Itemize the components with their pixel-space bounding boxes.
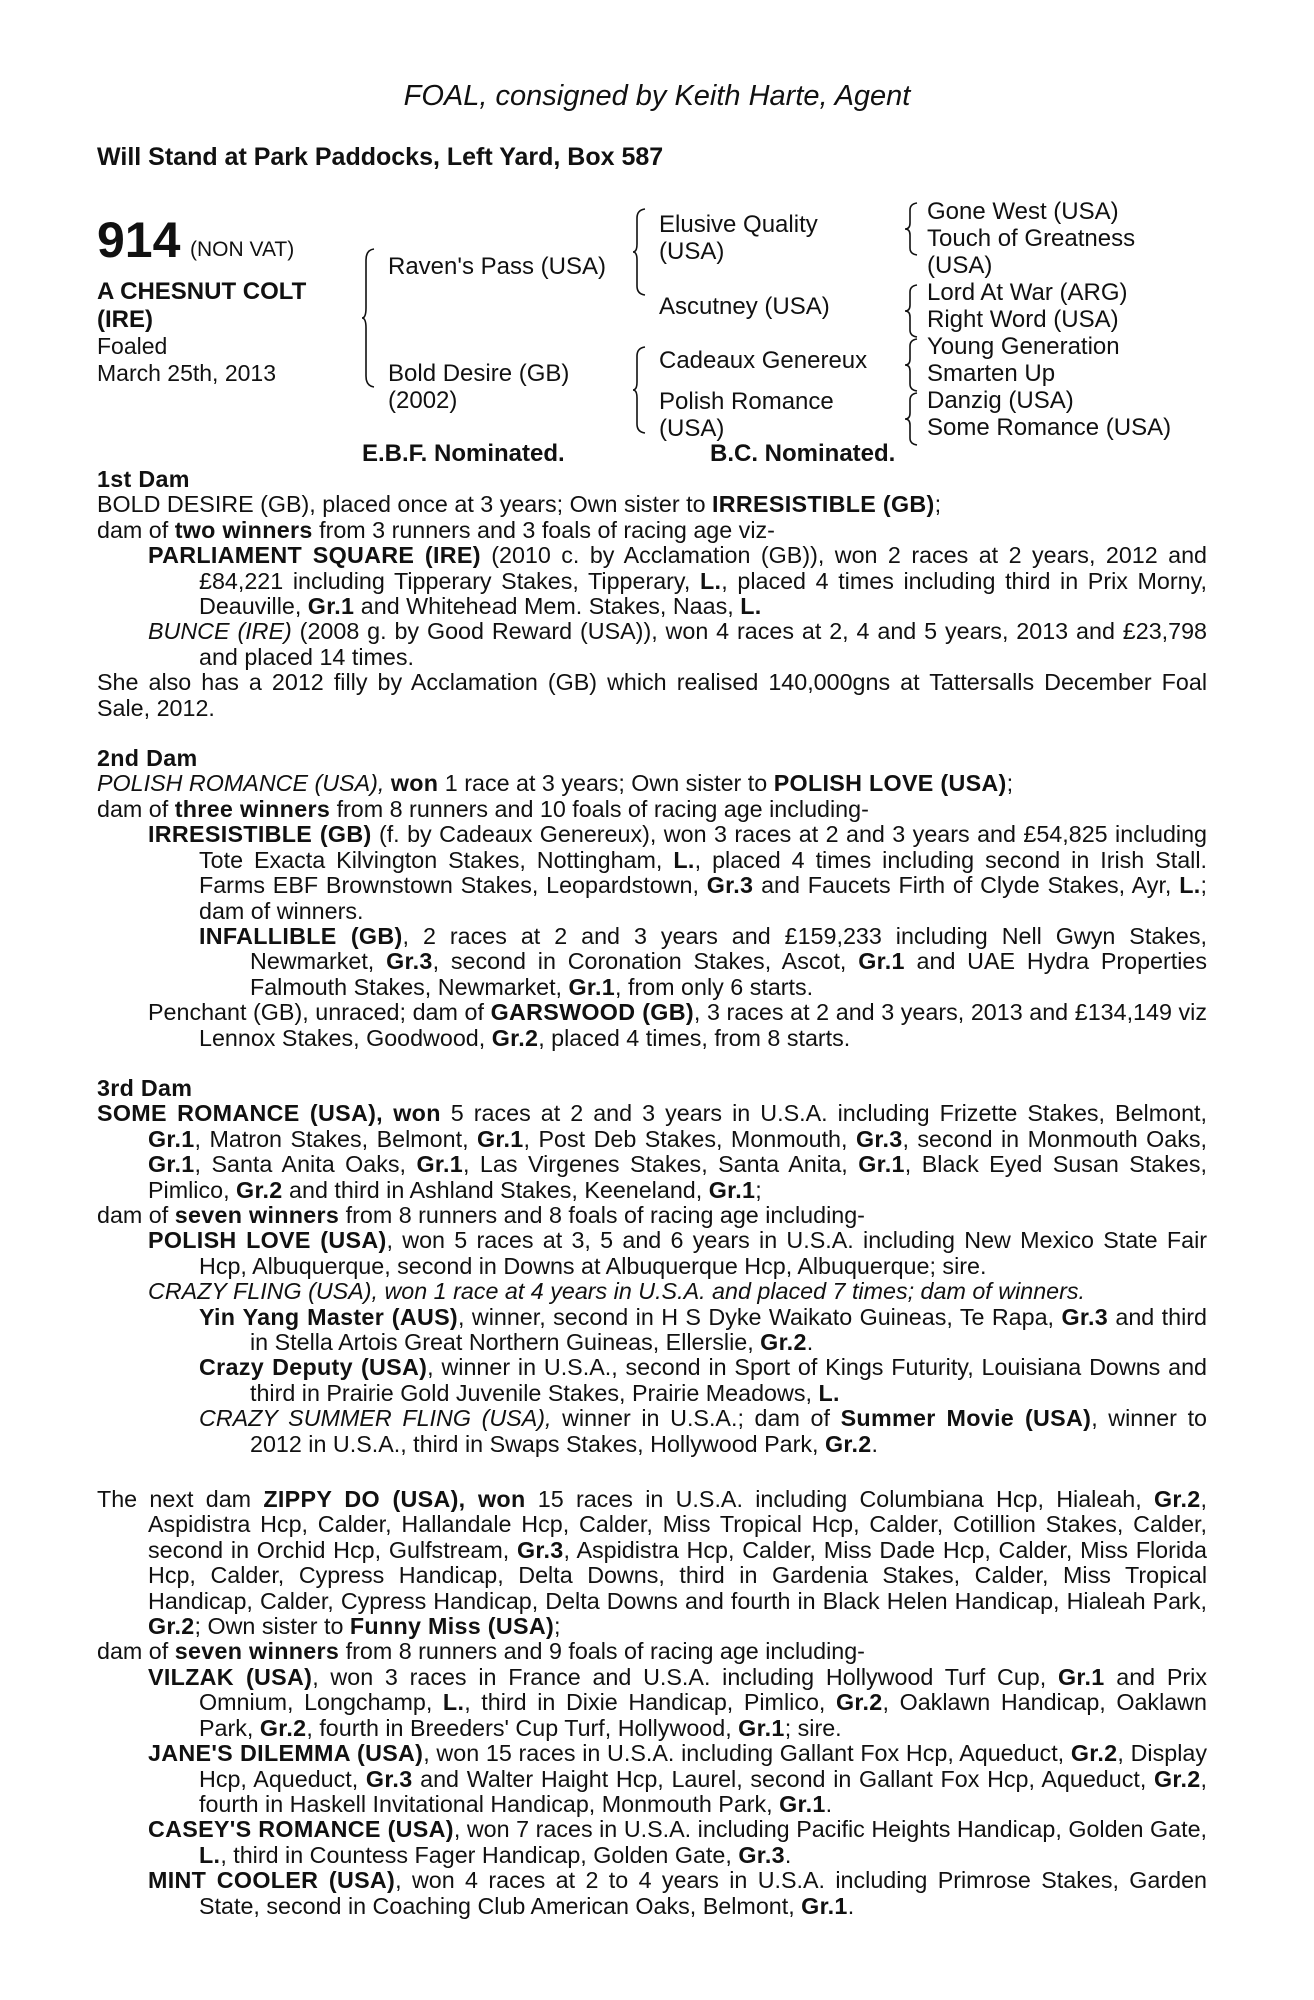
text-run: L. [699,567,722,594]
text-run: 1 race at 3 years; Own sister to [438,770,774,797]
text-run: , from only 6 starts. [615,973,814,1000]
text-run: , third in Countess Fager Handicap, Golden Gate, [220,1841,739,1868]
text-run: L. [673,846,695,873]
pedigree-brace-main [362,248,376,388]
consignor-line: FOAL, consigned by Keith Harte, Agent [403,80,911,112]
text-run: , winner, second in H S Dyke Waikato Guineas, Te Rapa, [457,1303,1062,1330]
text-run: , placed 4 times including second in Irish Stall. Farms EBF Brownstown Stakes, Leopardstown, [199,846,1207,899]
text-run: Gr.3 [855,1125,903,1152]
text-run: Funny Miss (USA) [349,1613,555,1640]
text-run: , Aspidistra Hcp, Calder, Miss Dade Hcp, Calder, Miss Florida Hcp, Calder, Cypress Handicap, Delta Downs, third in Gardenia Stakes, Calder, Miss Tropical Handicap, Calder, Cypress Handicap, Delta Downs and fourth in Black Helen Handicap, Hialeah Park, [148,1536,1207,1614]
dam-sire-dam: Smarten Up [927,360,1056,387]
text-run: three winners [174,795,331,822]
text-run: ; [755,1176,762,1203]
sire-sire-dam-line2: (USA) [927,252,993,279]
text-run: (2010 c. by Acclamation (GB)), won 2 races at 2 years, 2012 and £84,221 including Tipperary Stakes, Tipperary, [199,542,1208,594]
text-run: ; [1006,770,1014,797]
text-run: seven winners [174,1201,340,1228]
text-run: CRAZY SUMMER FLING (USA), [199,1405,552,1432]
text-run: dam of [97,516,175,543]
text-run: Gr.2 [1153,1765,1201,1792]
sire-sire-dam [927,225,1135,279]
text-run: PARLIAMENT SQUARE (IRE) [148,542,481,569]
text-run: Gr.2 [824,1430,872,1457]
text-run: ; dam of winners. [199,872,1207,924]
text-run: , Display Hcp, Aqueduct, [199,1740,1207,1792]
sire-sire-sire: Gone West (USA) [927,198,1119,225]
text-run: CASEY'S ROMANCE (USA) [148,1816,454,1843]
sire-dam-sire: Lord At War (ARG) [927,279,1128,306]
text-run: , Matron Stakes, Belmont, [194,1125,478,1152]
third-dam-entry [148,1279,1207,1304]
text-run: POLISH ROMANCE (USA), [97,770,391,797]
second-dam-heading: 2nd Dam [97,745,198,772]
text-run: Gr.2 [236,1176,283,1203]
third-dam-heading: 3rd Dam [97,1074,193,1101]
text-run: and Whitehead Mem. Stakes, Naas, [354,593,741,620]
first-dam-intro [97,492,1207,517]
dam [388,360,569,414]
text-run: Gr.2 [760,1329,807,1355]
text-run: Gr.3 [386,948,433,975]
text-run: ; Own sister to [194,1613,350,1640]
text-run: . [871,1430,878,1457]
pedigree-brace-ss [905,202,919,256]
text-run: , Oaklawn Handicap, Oaklawn Park, [199,1689,1207,1741]
text-run: and Prix Omnium, Longchamp, [199,1663,1207,1716]
third-dam-sub-entry [199,1305,1207,1356]
text-run: , winner in U.S.A., second in Sport of Kings Futurity, Louisiana Downs and third in Prairie Gold Juvenile Stakes, Prairie Meadows, [250,1354,1207,1406]
text-run: 5 races at 2 and 3 years in U.S.A. including Frizette Stakes, Belmont, [440,1100,1207,1127]
text-run: VILZAK (USA) [148,1663,313,1690]
bc-nomination: B.C. Nominated. [710,440,896,467]
text-run: Gr.2 [836,1689,883,1716]
text-run: Gr.1 [738,1714,785,1741]
second-dam-entry [148,822,1207,924]
pedigree-brace-dd [905,392,919,446]
text-run: The next dam [97,1486,264,1513]
sire-sire-line2: (USA) [659,238,725,265]
text-run: winner in U.S.A.; dam of [551,1405,841,1432]
text-run: BUNCE (IRE) [148,618,292,645]
text-run: Gr.1 [477,1125,524,1152]
sire-dam: Ascutney (USA) [659,293,830,320]
next-dam-entry [148,1817,1207,1868]
text-run: POLISH LOVE (USA) [773,770,1007,797]
text-run: Gr.1 [148,1151,195,1178]
text-run: Gr.3 [738,1841,785,1868]
text-run: L. [818,1379,840,1406]
text-run: , Post Deb Stakes, Monmouth, [523,1125,856,1152]
text-run: L. [1179,872,1201,899]
text-run: Gr.2 [148,1613,195,1640]
text-run: , placed 4 times, from 8 starts. [538,1024,851,1051]
text-run: and Walter Haight Hcp, Laurel, second in Gallant Fox Hcp, Aqueduct, [412,1765,1154,1792]
next-dam-entry [148,1741,1207,1817]
lot-number: 914 [97,212,181,268]
text-run: Yin Yang Master (AUS) [199,1303,458,1330]
text-run: dam of [97,795,175,822]
next-dam-dam-of [97,1639,1207,1664]
text-run: dam of [97,1638,175,1665]
text-run: L. [442,1689,465,1716]
text-run: Gr.3 [1061,1303,1108,1330]
next-dam-intro [97,1487,1207,1639]
first-dam-entry [148,619,1207,670]
text-run: dam of [97,1201,175,1228]
text-run: , won 5 races at 3, 5 and 6 years in U.S.A. including New Mexico State Fair Hcp, Albuquerque, second in Downs at Albuquerque Hcp, Albuquerque; sire. [199,1227,1207,1279]
text-run: , fourth in Breeders' Cup Turf, Hollywood, [306,1714,739,1741]
text-run: ; sire. [784,1714,842,1741]
dam-dam [659,388,834,442]
text-run: , won 3 races in France and U.S.A. including Hollywood Turf Cup, [312,1663,1058,1690]
third-dam-entry [148,1228,1207,1279]
text-run: and third in Ashland Stakes, Keeneland, [282,1176,709,1203]
text-run: Gr.1 [779,1790,826,1817]
text-run: , 3 races at 2 and 3 years, 2013 and £134,149 viz Lennox Stakes, Goodwood, [199,999,1208,1051]
text-run: ; [934,491,942,518]
text-run: Gr.1 [801,1892,848,1919]
third-dam-intro [97,1101,1207,1203]
text-run: , won 4 races at 2 to 4 years in U.S.A. including Primrose Stakes, Garden State, second in Coaching Club American Oaks, Belmont, [199,1867,1207,1919]
pedigree-brace-sire [633,208,647,296]
lot-description-line2: (IRE) [97,306,153,333]
third-dam-sub-entry [199,1406,1207,1457]
text-run: MINT COOLER (USA) [148,1867,396,1894]
lot-description-line1: A CHESNUT COLT [97,278,307,305]
text-run: , placed 4 times including third in Prix Morny, Deauville, [199,567,1207,620]
text-run: Gr.3 [517,1536,564,1563]
text-run: Gr.3 [365,1765,413,1792]
text-run: , won 15 races in U.S.A. including Gallant Fox Hcp, Aqueduct, [423,1740,1071,1767]
next-dam-entry [148,1665,1207,1741]
text-run: from 8 runners and 9 foals of racing age including- [339,1638,865,1665]
text-run: She also has a 2012 filly by Acclamation (GB) which realised 140,000gns at Tattersalls December Foal Sale, 2012. [97,669,1207,721]
text-run: Gr.1 [858,1151,905,1178]
text-run: L. [740,593,762,620]
dam-dam-sire: Danzig (USA) [927,387,1074,414]
text-run: Summer Movie (USA) [840,1405,1092,1432]
dam-year: (2002) [388,387,458,414]
text-run: Gr.2 [1070,1740,1118,1767]
text-run: , Black Eyed Susan Stakes, Pimlico, [148,1151,1207,1203]
text-run: BOLD DESIRE (GB), placed once at 3 years; Own sister to [97,491,713,518]
first-dam-heading: 1st Dam [97,466,190,492]
text-run: two winners [174,516,313,543]
text-run: from 3 runners and 3 foals of racing age viz- [312,516,775,543]
text-run: Gr.1 [858,948,905,975]
second-dam-entry [148,1000,1207,1051]
sire: Raven's Pass (USA) [388,253,606,280]
text-run: SOME ROMANCE (USA), [97,1100,394,1127]
stable-location: Will Stand at Park Paddocks, Left Yard, Box 587 [97,143,664,171]
first-dam-dam-of [97,518,1207,543]
text-run: POLISH LOVE (USA) [148,1227,387,1254]
sire-sire-line1: Elusive Quality [659,211,818,238]
text-run: and Faucets Firth of Clyde Stakes, Ayr, [753,872,1180,899]
sire-sire-dam-line1: Touch of Greatness [927,225,1136,252]
text-run: IRRESISTIBLE (GB) [148,821,372,848]
dam-sire-sire: Young Generation [927,333,1120,360]
first-dam-also [97,670,1207,721]
text-run: Gr.3 [706,872,754,899]
text-run: Gr.1 [307,593,355,620]
text-run: Gr.2 [259,1714,307,1741]
text-run: ; [554,1613,561,1640]
text-run: and UAE Hydra Properties Falmouth Stakes, Newmarket, [250,948,1207,1000]
text-run: . [825,1790,833,1817]
text-run: JANE'S DILEMMA (USA) [148,1740,424,1767]
lot-description [97,278,306,334]
text-run: , 2 races at 2 and 3 years and £159,233 including Nell Gwyn Stakes, Newmarket, [250,922,1207,975]
pedigree-brace-sd [905,284,919,338]
text-run: , Las Virgenes Stakes, Santa Anita, [462,1151,859,1178]
text-run: won [390,770,439,797]
text-run: . [784,1841,792,1868]
text-run: IRRESISTIBLE (GB) [712,491,935,518]
text-run: , fourth in Haskell Invitational Handicap, Monmouth Park, [199,1765,1207,1817]
text-run: Gr.1 [416,1151,463,1178]
second-dam-intro [97,771,1207,796]
foaled-info [97,333,276,387]
text-run: , second in Monmouth Oaks, [902,1125,1207,1152]
text-run: won [393,1100,441,1127]
pedigree-notes [97,467,1207,1919]
third-dam-dam-of [97,1203,1207,1228]
foaled-label: Foaled [97,333,168,359]
pedigree-brace-dam [633,346,647,434]
text-run: Gr.1 [708,1176,756,1203]
dam-sire: Cadeaux Genereux [659,347,868,374]
text-run: (f. by Cadeaux Genereux), won 3 races at 2 and 3 years and £54,825 including Tote Exacta Kilvington Stakes, Nottingham, [199,821,1207,873]
text-run: and third in Stella Artois Great Northern Guineas, Ellerslie, [250,1303,1207,1355]
second-dam-sub-entry [199,924,1207,1000]
text-run: L. [199,1841,221,1868]
dam-dam-line2: (USA) [659,415,725,442]
sire-dam-dam: Right Word (USA) [927,306,1119,333]
text-run: , Santa Anita Oaks, [194,1151,417,1178]
ebf-nomination: E.B.F. Nominated. [362,440,565,467]
text-run: INFALLIBLE (GB) [199,922,403,949]
dam-dam-line1: Polish Romance [659,388,834,415]
next-dam-entry [148,1868,1207,1919]
first-dam-entry [148,543,1207,619]
pedigree-brace-ds [905,338,919,392]
second-dam-dam-of [97,797,1207,822]
text-run: Gr.2 [491,1024,539,1051]
text-run: Crazy Deputy (USA) [199,1354,428,1381]
text-run: (2008 g. by Good Reward (USA)), won 4 races at 2, 4 and 5 years, 2013 and £23,798 and placed 14 times. [199,618,1207,670]
text-run: ZIPPY DO (USA), won [263,1486,526,1513]
foaled-date: March 25th, 2013 [97,360,277,386]
text-run: GARSWOOD (GB) [490,999,694,1026]
text-run: . [847,1892,855,1919]
text-run: , third in Dixie Handicap, Pimlico, [464,1689,836,1716]
dam-dam-dam: Some Romance (USA) [927,414,1172,441]
text-run: 15 races in U.S.A. including Columbiana Hcp, Hialeah, [525,1486,1154,1513]
text-run: seven winners [174,1638,340,1665]
text-run: , Aspidistra Hcp, Calder, Hallandale Hcp, Calder, Miss Tropical Hcp, Calder, Cotillion Stakes, Calder, second in Orchid Hcp, Gulfstream, [148,1486,1207,1563]
text-run: from 8 runners and 10 foals of racing age including- [330,795,869,822]
vat-status: (NON VAT) [190,238,295,261]
dam-name: Bold Desire (GB) [388,360,570,387]
text-run: , won 7 races in U.S.A. including Pacific Heights Handicap, Golden Gate, [453,1816,1207,1843]
text-run: . [806,1329,814,1355]
text-run: from 8 runners and 8 foals of racing age including- [339,1201,865,1228]
text-run: Gr.1 [568,973,616,1000]
text-run: , second in Coronation Stakes, Ascot, [432,948,859,975]
sire-sire [659,211,818,265]
text-run: , winner to 2012 in U.S.A., third in Swaps Stakes, Hollywood Park, [250,1405,1207,1457]
text-run: Penchant (GB), unraced; dam of [148,999,491,1026]
third-dam-sub-entry [199,1355,1207,1406]
text-run: CRAZY FLING (USA), won 1 race at 4 years in U.S.A. and placed 7 times; dam of winners. [148,1278,1085,1305]
text-run: Gr.2 [1153,1486,1201,1513]
text-run: Gr.1 [148,1125,195,1152]
text-run: Gr.1 [1057,1663,1105,1690]
